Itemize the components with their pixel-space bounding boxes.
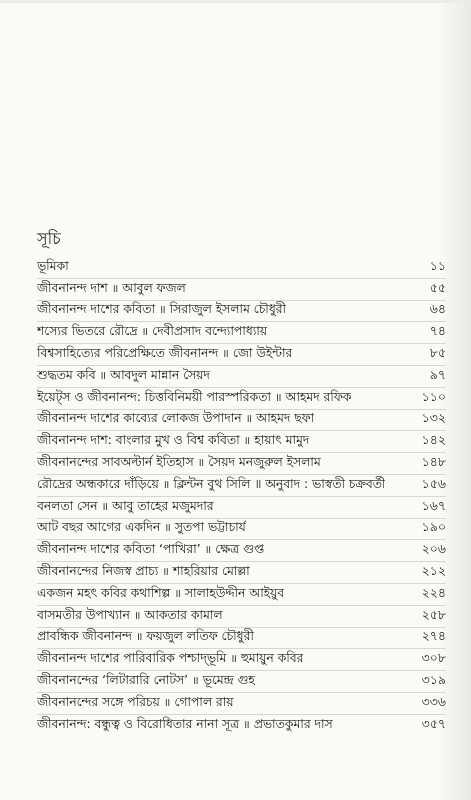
toc-separator: ॥ [192, 673, 199, 687]
toc-entry-text [37, 563, 250, 583]
toc-separator: ॥ [274, 390, 282, 404]
toc-entry-title: জীবনানন্দ দাশ: বাংলার মুখ ও বিশ্ব কবিতা [37, 433, 240, 448]
toc-entry-title: জীবনানন্দ দাশ [37, 280, 108, 295]
toc-separator: ॥ [230, 652, 237, 666]
toc-entry-title: জীবনানন্দ দাশের কবিতা [37, 302, 156, 317]
toc-entry-author: সৈয়দ মনজুরুল ইসলাম [208, 454, 321, 469]
toc-entry [37, 453, 446, 475]
toc-entry-title: ইয়েট্‌স ও জীবনানন্দ: চিত্তবিনিময়ী পারস্পরিকতা [37, 389, 271, 404]
toc-entry-title: শুদ্ধতম কবি [37, 367, 96, 382]
toc-page-number: ১১ [429, 257, 446, 273]
toc-entry [37, 322, 446, 344]
toc-page-number: ২২৪ [421, 584, 446, 600]
toc-page-number: ৩০৮ [421, 650, 446, 666]
toc-separator: ॥ [162, 564, 169, 578]
toc-entry-author: সুতপা ভট্টাচার্য [174, 520, 246, 535]
toc-page-number: ১৪২ [421, 432, 446, 448]
toc-entry-title: জীবনানন্দ দাশের পারিবারিক পশ্চাদ্‌ভূমি [37, 651, 227, 666]
toc-entry-title: জীবনানন্দ দাশের কাব্যের লোকজ উপাদান [37, 411, 242, 426]
toc-entry-author: দেবীপ্রসাদ বন্দ্যোপাধ্যায় [152, 324, 268, 339]
toc-entry-text [37, 258, 69, 278]
toc-separator: ॥ [111, 281, 119, 295]
toc-entry-text [37, 607, 223, 627]
toc-entry [37, 540, 446, 562]
toc-entry-author: আবুল ফজল [122, 280, 186, 295]
toc-entry-title: বিশ্বসাহিত্যের পরিপ্রেক্ষিতে জীবনানন্দ [37, 345, 219, 360]
toc-page-number: ২০৬ [421, 541, 446, 557]
toc-page-number: ১৪৮ [421, 453, 446, 469]
toc-separator: ॥ [204, 543, 212, 557]
toc-entry [37, 475, 446, 497]
toc-entry-text [37, 410, 314, 430]
toc-page-number: ৭৪ [429, 323, 446, 339]
toc-heading: সূচি [37, 229, 61, 248]
toc-entry [37, 628, 446, 650]
toc-entry [37, 388, 446, 410]
toc-entry-author: আবু তাহের মজুমদার [112, 498, 214, 513]
toc-page-number: ২৫৮ [421, 606, 446, 622]
toc-entry-text [37, 323, 267, 343]
toc-entry-author: আহমদ ছফা [256, 411, 315, 426]
toc-entry-author: শাহরিয়ার মোল্লা [172, 563, 250, 578]
toc-entry-title: একজন মহৎ কবির কথাশিল্প [37, 585, 171, 600]
toc-entry [37, 606, 446, 628]
toc-entry-text [37, 498, 214, 518]
toc-entry-text [37, 541, 264, 561]
toc-entry-author: গোপাল রায় [174, 694, 234, 709]
toc-page-number: ৩৩৬ [421, 693, 446, 709]
toc-entry-title: আট বছর আগের একদিন [37, 520, 161, 535]
toc-entry-title: বনলতা সেন [37, 498, 98, 513]
toc-entry-title: প্রাবন্ধিক জীবনানন্দ [37, 629, 132, 644]
toc-entry-author: আহমদ রফিক [285, 389, 352, 404]
toc-entry-text [37, 389, 351, 409]
toc-page-number: ১১০ [421, 388, 446, 404]
toc-separator: ॥ [162, 477, 170, 491]
toc-page-number: ৩১৯ [421, 671, 446, 687]
toc-entry [37, 410, 446, 432]
toc-separator: ॥ [222, 346, 229, 360]
toc-entry-title: জীবনানন্দের সাবঅল্টার্ন ইতিহাস [37, 454, 194, 469]
toc-entry-title: জীবনানন্দের নিজস্ব প্রাচ্য [37, 563, 159, 578]
toc-entry [37, 715, 446, 736]
toc-entry-title: রৌদ্রের অন্ধকারে দাঁড়িয়ে [37, 476, 159, 491]
toc-entry-author: হায়াৎ মামুদ [254, 433, 310, 448]
toc-entry-author: সিরাজুল ইসলাম চৌধুরী [169, 302, 287, 317]
toc-entry-title: ভূমিকা [37, 258, 69, 273]
toc-entry-text [37, 585, 284, 605]
toc-separator: ॥ [99, 368, 107, 382]
toc-separator: ॥ [243, 434, 251, 448]
toc-page-number: ৩৫৭ [421, 715, 446, 731]
toc-separator: ॥ [135, 630, 143, 644]
toc-entry [37, 693, 446, 715]
toc-list [37, 257, 446, 736]
toc-entry-text [37, 301, 286, 321]
toc-entry-text [37, 694, 234, 714]
toc-entry [37, 671, 446, 693]
toc-separator: ॥ [163, 695, 171, 709]
toc-entry-text [37, 519, 246, 539]
toc-entry-author: সালাহউদ্দীন আইয়ুব [184, 585, 285, 600]
toc-separator: ॥ [197, 455, 205, 469]
toc-entry-text [37, 280, 186, 300]
toc-entry-text [37, 716, 333, 736]
toc-entry-text [37, 628, 254, 648]
toc-entry-author: প্রভাতকুমার দাস [253, 716, 333, 731]
toc-entry-title: বাসমতীর উপাখ্যান [37, 607, 130, 622]
toc-page-number: ১৩২ [421, 410, 446, 426]
toc-entry-author: ক্ষেত্র গুপ্ত [215, 542, 265, 557]
toc-separator: ॥ [164, 521, 171, 535]
toc-entry-text [37, 367, 210, 387]
toc-entry-title: জীবনানন্দ: বন্ধুত্ব ও বিরোধিতার নানা সূত্র [37, 716, 240, 731]
toc-entry [37, 562, 446, 584]
page-top-edge [0, 0, 471, 3]
toc-entry-author: জো উইন্টার [232, 345, 293, 360]
toc-entry-text [37, 432, 309, 452]
toc-entry-text [37, 454, 321, 474]
toc-entry-author: আকতার কামাল [144, 607, 223, 622]
toc-page-number: ২১২ [421, 562, 446, 578]
toc-entry-author: ফয়জুল লতিফ চৌধুরী [146, 629, 254, 644]
toc-page-number: ১৯০ [421, 519, 446, 535]
toc-separator: ॥ [174, 586, 181, 600]
toc-entry [37, 649, 446, 671]
toc-entry-text [37, 672, 255, 692]
toc-entry [37, 497, 446, 519]
toc-entry [37, 257, 446, 279]
toc-separator: ॥ [159, 303, 166, 317]
toc-page-number: ৫৫ [429, 279, 446, 295]
toc-page-number: ২৭৪ [421, 628, 446, 644]
toc-entry [37, 366, 446, 388]
toc-page-number: ১৫৬ [421, 475, 446, 491]
toc-entry [37, 279, 446, 301]
toc-entry-author: আবদুল মান্নান সৈয়দ [110, 367, 210, 382]
toc-page-number: ৯৭ [429, 366, 446, 382]
toc-entry-author: হুমায়ুন কবির [240, 651, 304, 666]
toc-separator: ॥ [133, 608, 141, 622]
toc-entry-author: ভূমেন্দ্র গুহ [202, 672, 255, 687]
toc-entry [37, 344, 446, 366]
toc-separator: ॥ [243, 717, 250, 731]
toc-entry [37, 584, 446, 606]
toc-entry-text [37, 345, 292, 365]
toc-entry-author: ক্লিন্টন বুথ সিলি ॥ অনুবাদ : ভাস্বতী চক্রবর্তী [173, 476, 386, 491]
toc-entry-title: জীবনানন্দ দাশের কবিতা ‘পাখিরা’ [37, 542, 201, 557]
toc-separator: ॥ [141, 325, 149, 339]
toc-page-number: ৮৫ [429, 344, 446, 360]
toc-entry-title: জীবনানন্দের ‘লিটারারি নোটস’ [37, 672, 189, 687]
toc-entry [37, 431, 446, 453]
toc-entry-title: জীবনানন্দের সঙ্গে পরিচয় [37, 694, 160, 709]
toc-separator: ॥ [245, 412, 253, 426]
toc-page-number: ৬৪ [429, 301, 446, 317]
toc-entry-text [37, 650, 303, 670]
toc-page-number: ১৬৭ [421, 497, 446, 513]
toc-separator: ॥ [101, 499, 109, 513]
toc-entry [37, 301, 446, 323]
toc-entry [37, 519, 446, 541]
toc-entry-title: শস্যের ভিতরে রৌদ্রে [37, 324, 138, 339]
toc-entry-text [37, 476, 385, 496]
